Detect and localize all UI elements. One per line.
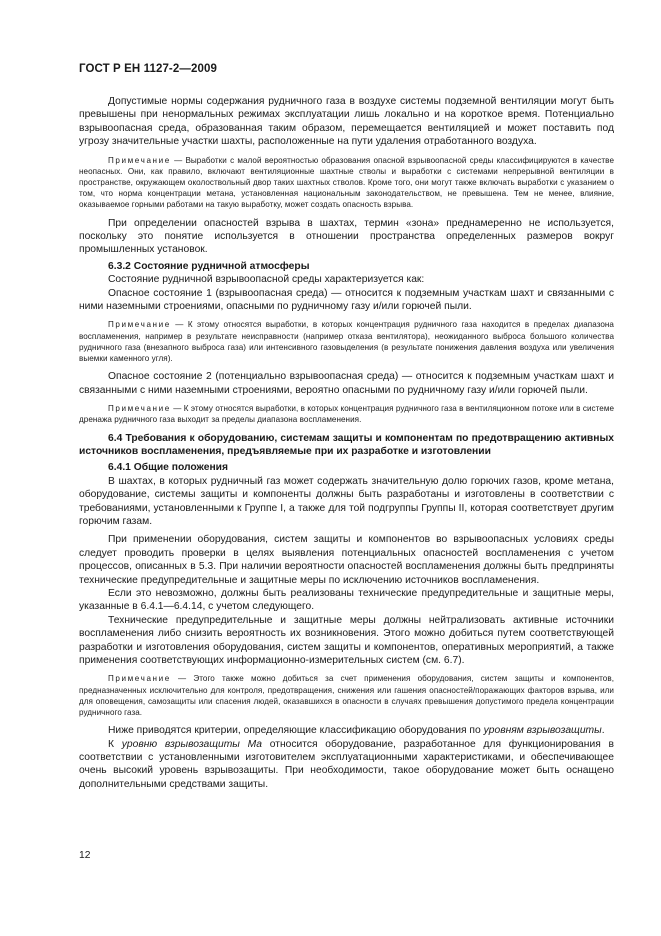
paragraph: Технические предупредительные и защитные меры должны нейтрализовать активные источники воспламенения либо снизить вероятность их возникновения. Этого можно добиться путем соответствующей разработки и изготовления оборудования, систем защиты и компонентов, оперативных мероприятий, а также применения соответствующих информационно-измерительных систем (см. 6.7). <box>79 614 614 667</box>
section-heading-6-3-2: 6.3.2 Состояние рудничной атмосферы <box>108 260 310 272</box>
note-label: Примечание <box>108 320 171 330</box>
note-text: — Этого также можно добиться за счет применения оборудования, систем защиты и компонентов, предназначенных исключительно для контроля, предотвращения, снижения или гашения опасностей/поражающих факторов взрыва, или для оповещения, самозащиты или спасения людей, оказавшихся в опасности в случаях превышения допустимого предела концентрации рудничного газа. <box>79 674 614 718</box>
paragraph: Состояние рудничной взрывоопасной среды характеризуется как: <box>108 274 425 286</box>
text-run: . <box>601 725 605 737</box>
text-run: Ниже приводятся критерии, определяющие классификацию оборудования по <box>108 725 484 737</box>
note-label: Примечание <box>108 404 171 414</box>
note-text: — Выработки с малой вероятностью образования опасной взрывоопасной среды классифицируются в качестве неопасных. Они, как правило, включают вентиляционные шахтные стволы и выработки с системами непрерывной вентиляции в пространстве, окружающем околоствольный двор таких шахтных стволов. Кроме того, они могут также включать выработки с указанием о том, что норма концентрации метана, установленная национальным законодательством, не превышена. Тем не менее, влияние, оказываемое горными работами на такую выработку, может создать опасность взрыва. <box>79 155 614 210</box>
note-label: Примечание <box>108 155 171 165</box>
text-run: относится оборудование, разработанное для функционирования в соответствии с установленными изготовителем эксплуатационными характеристиками, и обеспечивающее очень высокий уровень взрывозащиты. При необходимости, такое оборудование может быть оснащено дополнительными средствами защиты. <box>79 738 614 790</box>
note-1 <box>79 155 614 211</box>
text-run: К <box>108 738 122 750</box>
paragraph: Опасное состояние 1 (взрывоопасная среда) — относится к подземным участкам шахт и связанными с ними наземными строениями, опасными по рудничному газу и/или горючей пыли. <box>79 287 614 313</box>
document-body <box>79 95 614 791</box>
paragraph: При определении опасностей взрыва в шахтах, термин «зона» преднамеренно не используется, поскольку это понятие используется в отношении пространства определенных размеров вокруг промышленных установок. <box>79 217 614 256</box>
note-4 <box>79 673 614 718</box>
section-heading-6-4: 6.4 Требования к оборудованию, системам защиты и компонентам по предотвращению активных источников воспламенения, предъявляемые при их разработке и изготовлении <box>79 432 614 457</box>
note-3 <box>79 403 614 425</box>
note-text: — К этому относятся выработки, в которых концентрация рудничного газа в вентиляционном потоке или в системе дренажа рудничного газа выходит за пределы диапазона воспламенения. <box>79 404 614 425</box>
page-header-standard-id: ГОСТ Р ЕН 1127-2—2009 <box>79 63 217 75</box>
italic-term: уровням взрывозащиты <box>483 725 602 737</box>
section-heading-6-4-1: 6.4.1 Общие положения <box>108 462 228 474</box>
paragraph <box>79 738 614 792</box>
paragraph: Если это невозможно, должны быть реализованы технические предупредительные и защитные меры, указанные в 6.4.1—6.4.14, с учетом следующего. <box>79 587 614 613</box>
paragraph <box>79 724 614 737</box>
note-label: Примечание <box>108 674 171 684</box>
paragraph: При применении оборудования, систем защиты и компонентов во взрывоопасных условиях среды следует проводить проверки в целях выявления потенциальных опасностей воспламенения с учетом процессов, описанных в 5.3. При наличии вероятности опасностей воспламенения должны быть предприняты технические предупредительные и защитные меры по исключению источников воспламенения. <box>79 534 614 586</box>
note-text: — К этому относятся выработки, в которых концентрация рудничного газа находится в пределах диапазона воспламенения, например в результате неисправности (например отказа вентилятора), неожиданного выброса большого количества рудничного газа (внезапного выброса газа) или интенсивного газовыделения (в результате понижения давления воздуха или увеличения выемки каменного угля). <box>79 320 614 364</box>
paragraph: В шахтах, в которых рудничный газ может содержать значительную долю горючих газов, кроме метана, оборудование, системы защиты и компоненты должны быть разработаны и изготовлены в соответствии с требованиями, установленными к Группе I, а также для той подгруппы Группы II, которая соответствует другим горючим газам. <box>79 475 614 527</box>
paragraph: Опасное состояние 2 (потенциально взрывоопасная среда) — относится к подземным участкам шахт и связанными с ними наземными строениями, вероятно опасными по рудничному газу и/или горючей пыли. <box>79 371 614 396</box>
italic-term: уровню взрывозащиты Ма <box>121 738 263 750</box>
paragraph: Допустимые нормы содержания рудничного газа в воздухе системы подземной вентиляции могут быть превышены при ненормальных режимах эксплуатации лишь локально и на короткое время. Потенциально взрывоопасная среда, образованная таким образом, перемещается вентиляцией и может поставить под угрозу значительные участки шахты, расположенные на пути удаления отработанного воздуха. <box>79 96 614 148</box>
note-2 <box>79 319 614 364</box>
page-number: 12 <box>79 850 91 861</box>
